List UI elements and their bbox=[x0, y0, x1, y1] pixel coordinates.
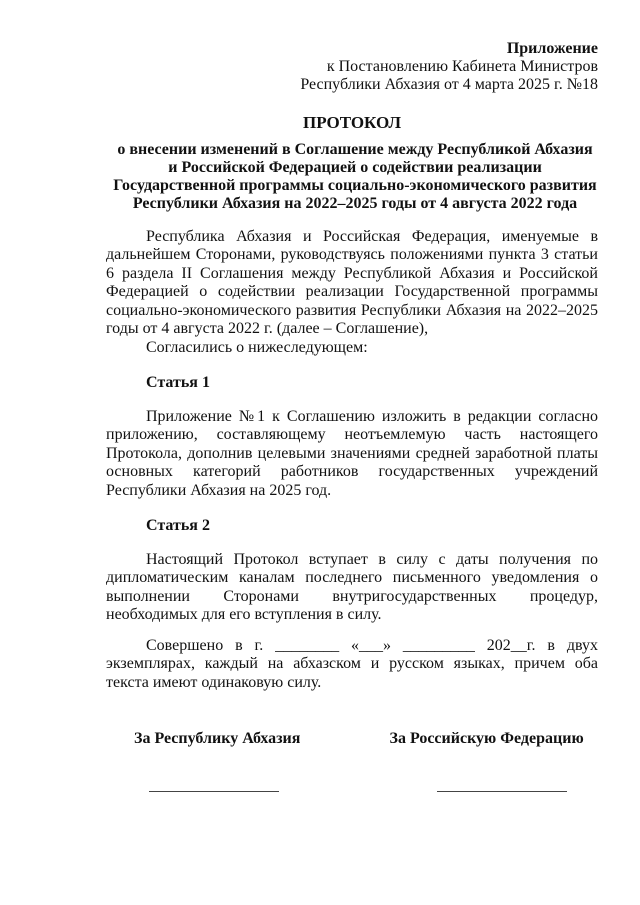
preamble: Республика Абхазия и Российская Федерация, именуемые в дальнейшем Сторонами, руководствуясь положениями пункта 3 статьи 6 раздела II Соглашения между Республикой Абхазия и Российской Федерацией о содействии реализации Государственной программы социально-экономического развития Республики Абхазия на 2022–2025 годы от 4 августа 2022 г. (далее – Соглашение), bbox=[106, 227, 598, 337]
appendix-line-2: Республики Абхазия от 4 марта 2025 г. №18 bbox=[300, 76, 598, 93]
agreed-line: Согласились о нижеследующем: bbox=[146, 338, 368, 356]
appendix-label: Приложение bbox=[506, 40, 598, 57]
document-subtitle: о внесении изменений в Соглашение между Республикой Абхазия и Российской Федерацией о содействии реализации Государственной программы социально-экономического развития Республики Абхазия на 2022–2025 годы от 4 августа 2022 года bbox=[113, 140, 597, 212]
appendix-header bbox=[106, 40, 598, 94]
signatory-right-column bbox=[343, 730, 599, 792]
article-2-text: Настоящий Протокол вступает в силу с даты получения по дипломатическим каналам последнего письменного уведомления о выполнении Сторонами внутригосударственных процедур, необходимых для его вступления в силу. bbox=[106, 550, 598, 623]
article-1-heading: Статья 1 bbox=[146, 374, 210, 391]
article-1-text: Приложение №1 к Соглашению изложить в редакции согласно приложению, составляющему неотъемлемую часть настоящего Протокола, дополнив целевыми значениями средней заработной платы основных категорий работников государственных учреждений Республики Абхазия на 2025 год. bbox=[106, 407, 598, 499]
signature-line-right bbox=[437, 791, 567, 792]
signatory-left-column bbox=[106, 730, 343, 792]
signatory-abkhazia: За Республику Абхазия bbox=[134, 730, 301, 747]
appendix-line-1: к Постановлению Кабинета Министров bbox=[326, 58, 598, 75]
done-clause: Совершено в г. ________ «___» _________ 202__г. в двух экземплярах, каждый на абхазском и русском языках, причем оба текста имеют одинаковую силу. bbox=[106, 636, 598, 691]
signature-line-left bbox=[149, 791, 279, 792]
article-2-heading: Статья 2 bbox=[146, 517, 210, 534]
signatories bbox=[106, 730, 598, 792]
signatory-russia: За Российскую Федерацию bbox=[389, 730, 584, 747]
document-title: ПРОТОКОЛ bbox=[302, 113, 401, 132]
